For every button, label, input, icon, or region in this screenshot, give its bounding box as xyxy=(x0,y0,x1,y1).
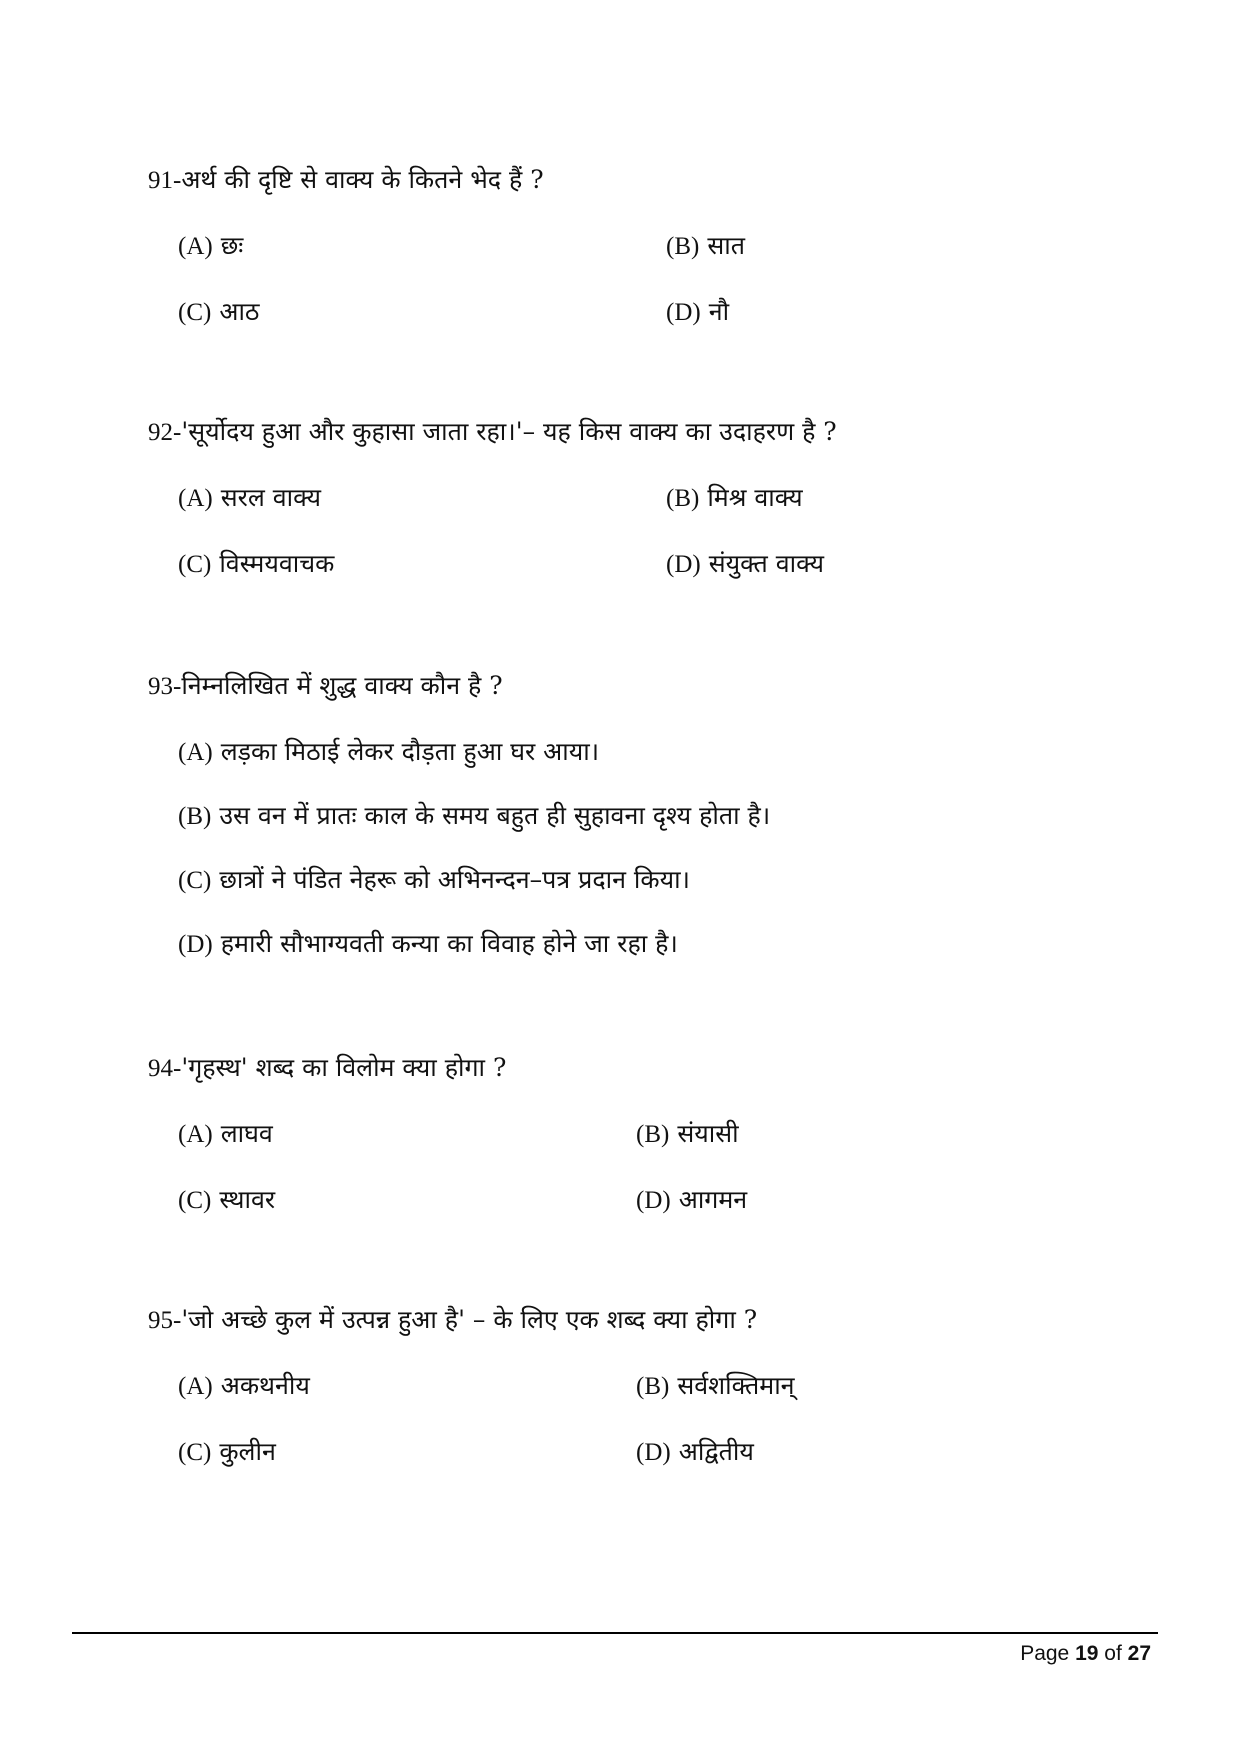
option-label: (C) xyxy=(178,1187,212,1214)
option-text: लड़का मिठाई लेकर दौड़ता हुआ घर आया। xyxy=(220,737,600,766)
option-text: आगमन xyxy=(678,1185,748,1214)
question-text: 'जो अच्छे कुल में उत्पन्न हुआ है' – के लिए एक शब्द क्या होगा ? xyxy=(181,1305,758,1334)
option-text: अकथनीय xyxy=(220,1371,310,1400)
option-label: (D) xyxy=(666,551,701,578)
option-d xyxy=(666,294,729,328)
option-d xyxy=(666,546,824,580)
option-label: (B) xyxy=(636,1121,670,1148)
option-text: कुलीन xyxy=(219,1437,276,1466)
option-b xyxy=(636,1368,795,1402)
option-label: (C) xyxy=(178,1439,212,1466)
option-text: उस वन में प्रातः काल के समय बहुत ही सुहावना दृश्य होता है। xyxy=(219,801,771,830)
option-b xyxy=(666,228,745,262)
option-text: अद्वितीय xyxy=(678,1437,754,1466)
option-text: लाघव xyxy=(220,1119,273,1148)
option-text: हमारी सौभाग्यवती कन्या का विवाह होने जा रहा है। xyxy=(220,929,678,958)
option-text: स्थावर xyxy=(219,1185,276,1214)
option-label: (B) xyxy=(666,233,700,260)
option-a xyxy=(178,1116,273,1150)
option-a xyxy=(178,480,321,514)
page-number: 19 xyxy=(1075,1642,1099,1665)
option-c xyxy=(178,862,690,896)
option-a xyxy=(178,734,599,768)
option-label: (A) xyxy=(178,739,213,766)
option-label: (C) xyxy=(178,299,212,326)
option-text: छात्रों ने पंडित नेहरू को अभिनन्दन–पत्र प्रदान किया। xyxy=(219,865,691,894)
page-word: Page xyxy=(1020,1642,1070,1665)
question-94 xyxy=(148,1050,506,1084)
question-95 xyxy=(148,1302,757,1336)
option-text: संयुक्त वाक्य xyxy=(708,549,824,578)
option-text: छः xyxy=(220,231,244,260)
option-b xyxy=(178,798,770,832)
question-91 xyxy=(148,162,544,196)
option-d xyxy=(636,1182,747,1216)
option-d xyxy=(178,926,678,960)
question-text: निम्नलिखित में शुद्ध वाक्य कौन है ? xyxy=(181,671,503,700)
option-a xyxy=(178,1368,310,1402)
option-label: (A) xyxy=(178,1373,213,1400)
option-c xyxy=(178,294,259,328)
option-label: (B) xyxy=(666,485,700,512)
option-c xyxy=(178,546,334,580)
option-label: (C) xyxy=(178,551,212,578)
option-a xyxy=(178,228,243,262)
total-pages: 27 xyxy=(1127,1642,1151,1665)
question-number: 91- xyxy=(148,167,182,194)
option-d xyxy=(636,1434,754,1468)
question-number: 92- xyxy=(148,419,182,446)
option-c xyxy=(178,1434,276,1468)
option-text: नौ xyxy=(708,297,730,326)
option-label: (A) xyxy=(178,485,213,512)
option-label: (D) xyxy=(636,1187,671,1214)
option-text: सरल वाक्य xyxy=(220,483,321,512)
option-label: (D) xyxy=(636,1439,671,1466)
question-text: 'सूर्योदय हुआ और कुहासा जाता रहा।'– यह किस वाक्य का उदाहरण है ? xyxy=(181,417,837,446)
question-number: 95- xyxy=(148,1307,182,1334)
question-number: 94- xyxy=(148,1055,182,1082)
option-text: संयासी xyxy=(677,1119,739,1148)
page-footer xyxy=(1020,1642,1151,1666)
option-text: सर्वशक्तिमान् xyxy=(677,1371,795,1400)
question-93 xyxy=(148,668,503,702)
option-c xyxy=(178,1182,275,1216)
question-92 xyxy=(148,414,837,448)
option-label: (C) xyxy=(178,867,212,894)
footer-divider xyxy=(72,1632,1158,1634)
option-label: (D) xyxy=(178,931,213,958)
option-text: सात xyxy=(707,231,745,260)
option-b xyxy=(636,1116,739,1150)
question-text: अर्थ की दृष्टि से वाक्य के कितने भेद हैं ? xyxy=(181,165,544,194)
question-text: 'गृहस्थ' शब्द का विलोम क्या होगा ? xyxy=(181,1053,507,1082)
option-label: (A) xyxy=(178,233,213,260)
question-number: 93- xyxy=(148,673,182,700)
option-label: (B) xyxy=(636,1373,670,1400)
of-word: of xyxy=(1104,1642,1122,1665)
option-label: (B) xyxy=(178,803,212,830)
option-text: मिश्र वाक्य xyxy=(707,483,803,512)
option-text: विस्मयवाचक xyxy=(219,549,335,578)
option-label: (A) xyxy=(178,1121,213,1148)
option-text: आठ xyxy=(219,297,260,326)
option-label: (D) xyxy=(666,299,701,326)
option-b xyxy=(666,480,803,514)
